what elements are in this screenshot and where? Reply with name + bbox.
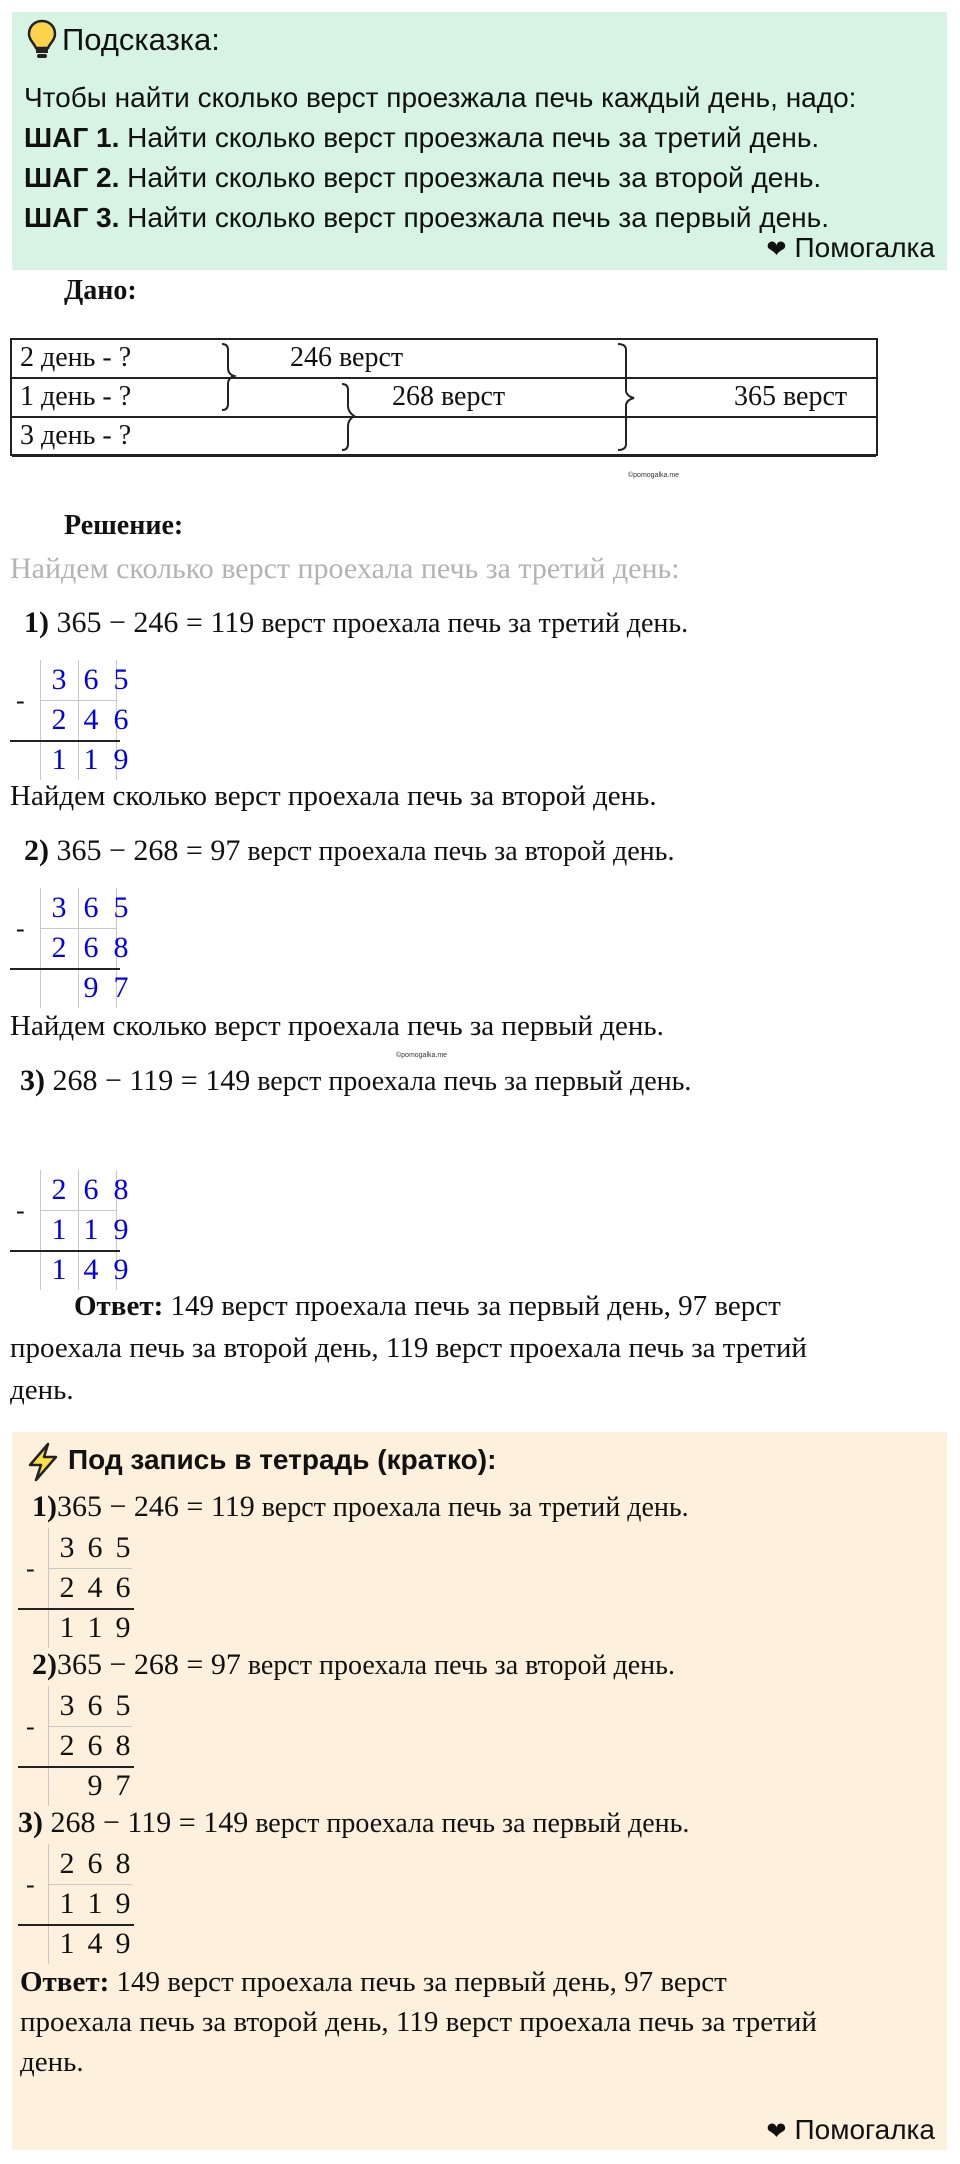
hint-intro: Чтобы найти сколько верст проезжала печь каждый день, надо: [24, 82, 857, 113]
watermark: ©pomogalka.me [628, 472, 680, 479]
given-row: 2 день - ? 246 верст [12, 340, 876, 379]
solution-title: Решение: [64, 510, 184, 541]
watermark: ©pomogalka.me [396, 1052, 448, 1059]
given-table [10, 338, 878, 456]
find-second-day: Найдем сколько верст проехала печь за второй день. [10, 780, 657, 812]
notes-title: Под запись в тетрадь (кратко): [68, 1444, 497, 1475]
step-3: 3) 268 − 119 = 149 верст проехала печь за первый день. [20, 1064, 692, 1097]
label-246: 246 верст [290, 342, 404, 373]
find-first-day: Найдем сколько верст проехала печь за первый день. [10, 1010, 664, 1042]
find-third-day: Найдем сколько верст проехала печь за третий день: [10, 552, 680, 585]
hint-step-2: ШАГ 2. Найти сколько верст проезжала печь за второй день. [24, 162, 822, 193]
notes-answer-line-2: проехала печь за второй день, 119 верст проехала печь за третий [20, 2006, 817, 2038]
brand-label: ❤ Помогалка [766, 2114, 935, 2145]
label-268: 268 верст [392, 381, 506, 412]
notes-step-2: 2)365 − 268 = 97 верст проехала печь за второй день. [32, 1648, 675, 1681]
given-title: Дано: [64, 275, 137, 306]
notes-answer-line-1: Ответ: 149 верст проехала печь за первый день, 97 верст [20, 1966, 727, 1998]
notes-step-1: 1)365 − 246 = 119 верст проехала печь за третий день. [32, 1490, 689, 1523]
heart-icon: ❤ [766, 236, 787, 263]
hint-step-3: ШАГ 3. Найти сколько верст проезжала печь за первый день. [24, 202, 830, 233]
answer-line-2: проехала печь за второй день, 119 верст проехала печь за третий [10, 1332, 807, 1364]
heart-icon: ❤ [766, 2118, 787, 2145]
hint-step-1: ШАГ 1. Найти сколько верст проезжала печь за третий день. [24, 122, 820, 153]
notes-answer-line-3: день. [20, 2046, 84, 2078]
lightbulb-icon [26, 18, 58, 62]
brace-lines [12, 340, 878, 456]
answer-line-1: Ответ: 149 верст проехала печь за первый день, 97 верст [74, 1290, 781, 1322]
hint-title: Подсказка: [62, 22, 220, 57]
lightning-icon [24, 1442, 62, 1482]
given-row: 1 день - ? 268 верст 365 верст [12, 379, 876, 418]
brand-label: ❤ Помогалка [766, 232, 935, 263]
notes-box: Под запись в тетрадь (кратко): 1)365 − 246 = 119 верст проехала печь за третий день. - 3 6 5 2 4 6 1 1 9 2)365 − 268 = 97 верст проехала печь за второй день. - 3 6 5 2 6 8 9 7 3) 268 − 119 = 149 верст проехала печь за первый день. - 2 6 8 1 1 9 1 4 9 Ответ: 149 верст проехала печь за первый день, 97 верст проехала печь за второй день, 119 верст проехала печь за третий день. ❤ Помогалка [12, 1432, 947, 2150]
hint-box [12, 12, 947, 270]
step-1: 1) 365 − 246 = 119 верст проехала печь за третий день. [24, 606, 689, 639]
answer-line-3: день. [10, 1374, 74, 1406]
given-row: 3 день - ? [12, 418, 876, 457]
notes-step-3: 3) 268 − 119 = 149 верст проехала печь за первый день. [18, 1806, 690, 1839]
step-2: 2) 365 − 268 = 97 верст проехала печь за второй день. [24, 834, 675, 867]
label-365: 365 верст [734, 381, 848, 412]
